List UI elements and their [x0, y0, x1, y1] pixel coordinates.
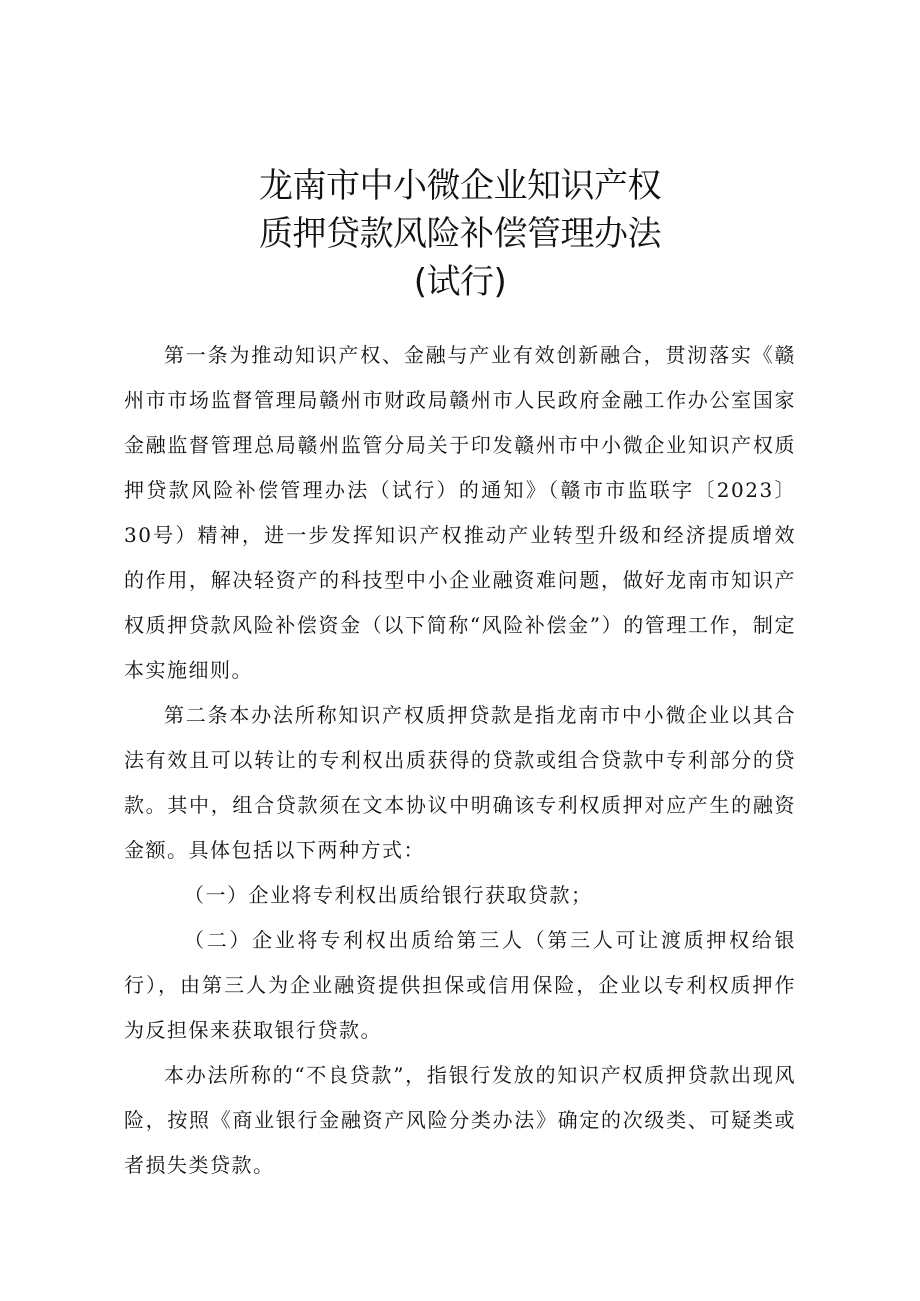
- title-line-2: 质押贷款风险补偿管理办法: [259, 214, 661, 254]
- list-item-1: （一）企业将专利权出质给银行获取贷款；: [184, 883, 593, 907]
- title-line-1: 龙南市中小微企业知识产权: [259, 166, 661, 206]
- article-1-paragraph: 第一条为推动知识产权、金融与产业有效创新融合，贯沏落实《赣州市市场监督管理局赣州市财政局赣州市人民政府金融工作办公室国家金融监督管理总局赣州监管分局关于印发赣州市中小微企业知识产权质押贷款风险补偿管理办法（试行）的通知》（赣市市监联字〔2023〕30号）精神，进一步发挥知识产权推动产业转型升级和经济提质增效的作用，解决轻资产的科技型中小企业融资难问题，做好龙南市知识产权质押贷款风险补偿资金（以下简称“风险补偿金”）的管理工作，制定本实施细则。: [124, 343, 796, 682]
- definition-paragraph: 本办法所称的“不良贷款”，指银行发放的知识产权质押贷款出现风险，按照《商业银行金融资产风险分类办法》确定的次级类、可疑类或者损失类贷款。: [124, 1063, 796, 1177]
- document-body: [124, 333, 796, 1188]
- article-2-paragraph: 第二条本办法所称知识产权质押贷款是指龙南市中小微企业以其合法有效且可以转让的专利权出质获得的贷款或组合贷款中专利部分的贷款。其中，组合贷款须在文本协议中明确该专利权质押对应产生的融资金额。具体包括以下两种方式：: [124, 703, 796, 862]
- list-item-2: （二）企业将专利权出质给第三人（第三人可让渡质押权给银行），由第三人为企业融资提供担保或信用保险，企业以专利权质押作为反担保来获取银行贷款。: [124, 928, 796, 1042]
- document-title: [0, 162, 920, 306]
- title-line-3: (试行): [413, 262, 507, 302]
